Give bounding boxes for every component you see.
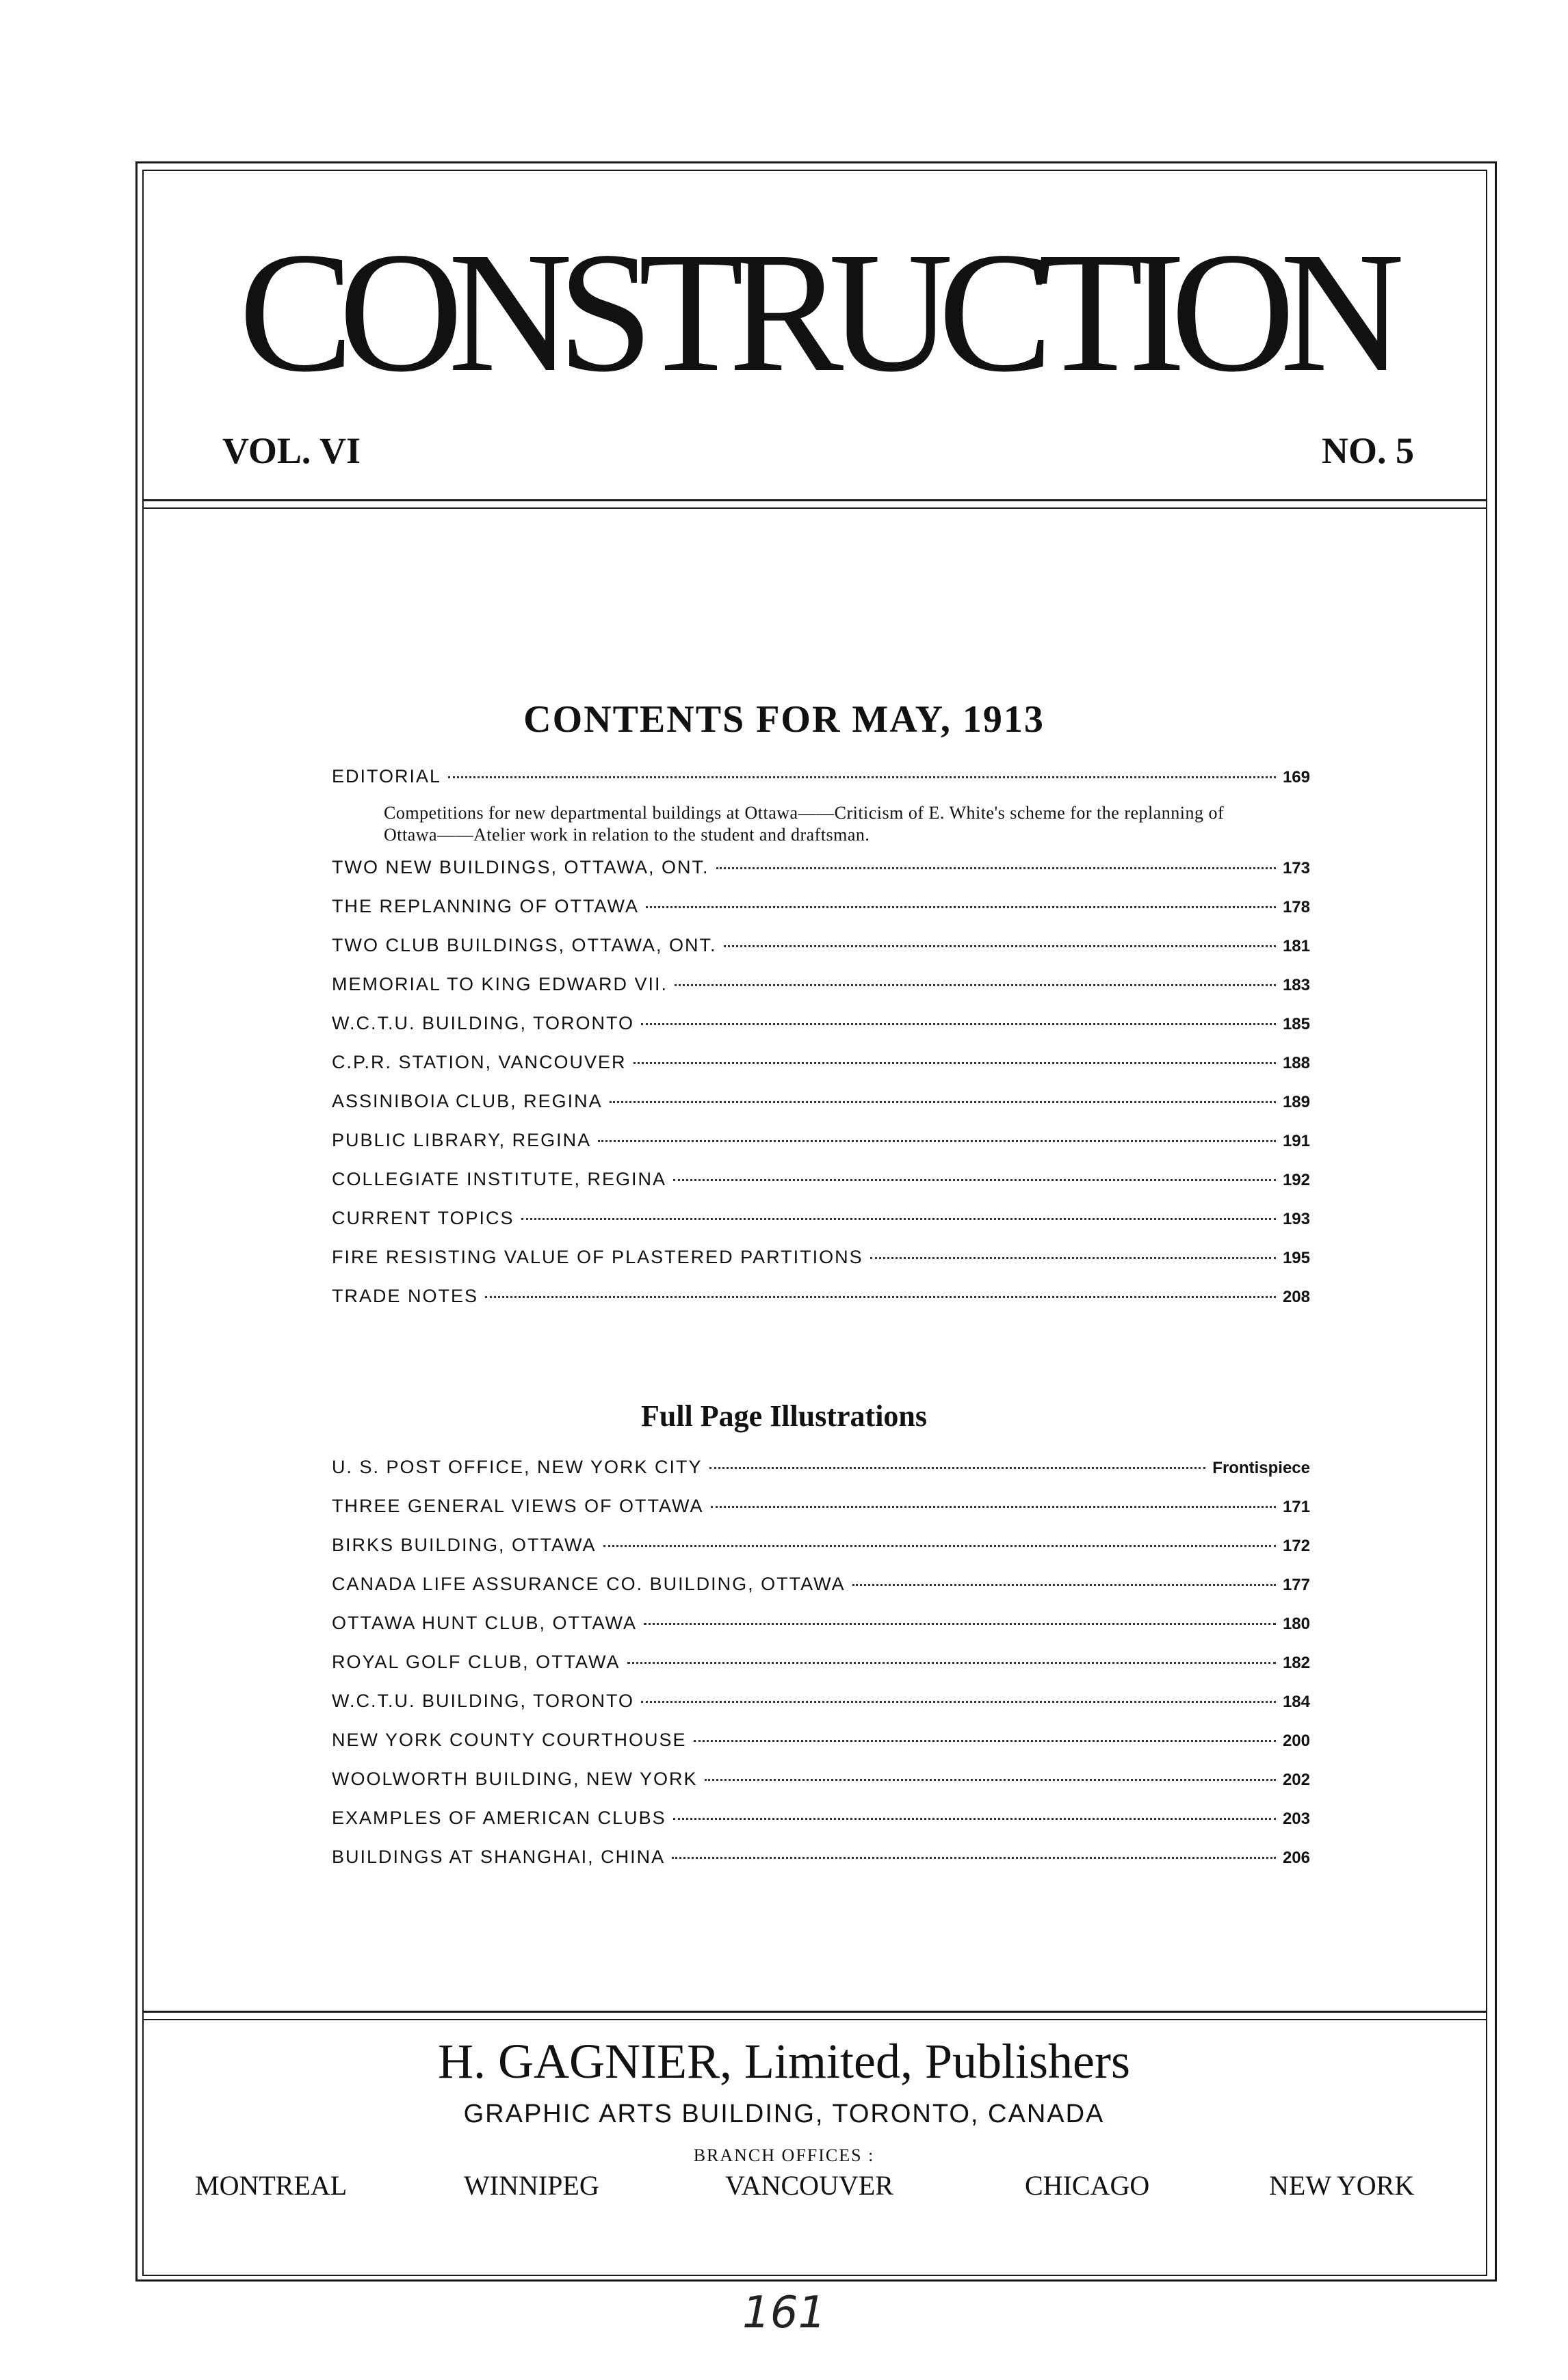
leader-dots — [641, 1700, 1276, 1703]
branch-offices-label: BRANCH OFFICES : — [693, 2145, 875, 2165]
leader-dots — [644, 1622, 1276, 1625]
handwritten-folio: 161 — [742, 2288, 826, 2338]
leader-dots — [852, 1583, 1276, 1586]
toc-label: NEW YORK COUNTY COURTHOUSE — [332, 1730, 687, 1750]
toc-label: EXAMPLES OF AMERICAN CLUBS — [332, 1808, 666, 1828]
toc-page: 172 — [1282, 1537, 1310, 1555]
leader-dots — [705, 1778, 1276, 1781]
contents-heading: CONTENTS FOR MAY, 1913 — [523, 698, 1045, 741]
toc-label: CANADA LIFE ASSURANCE CO. BUILDING, OTTAWA — [332, 1574, 846, 1594]
toc-page: 208 — [1282, 1288, 1310, 1306]
illustrations-heading: Full Page Illustrations — [640, 1399, 928, 1433]
toc-label: TWO NEW BUILDINGS, OTTAWA, ONT. — [332, 857, 709, 877]
toc-row[interactable] — [332, 1247, 1310, 1286]
toc-page: 206 — [1282, 1849, 1310, 1867]
toc-label: ROYAL GOLF CLUB, OTTAWA — [332, 1652, 620, 1672]
masthead-title: CONSTRUCTION — [238, 216, 1390, 408]
leader-dots — [646, 905, 1276, 908]
leader-dots — [521, 1217, 1276, 1220]
toc-label: THE REPLANNING OF OTTAWA — [332, 896, 640, 916]
toc-label: TWO CLUB BUILDINGS, OTTAWA, ONT. — [332, 935, 717, 955]
toc-page: 193 — [1282, 1210, 1310, 1228]
toc-label: U. S. POST OFFICE, NEW YORK CITY — [332, 1457, 703, 1477]
toc-row[interactable] — [332, 1130, 1310, 1169]
leader-dots — [598, 1139, 1276, 1142]
leader-dots — [870, 1256, 1276, 1259]
toc-row[interactable] — [332, 896, 1310, 935]
toc-label: BIRKS BUILDING, OTTAWA — [332, 1535, 597, 1555]
toc-label: COLLEGIATE INSTITUTE, REGINA — [332, 1169, 667, 1189]
toc-label: C.P.R. STATION, VANCOUVER — [332, 1052, 627, 1072]
toc-page: 191 — [1282, 1132, 1310, 1150]
toc-page: 203 — [1282, 1810, 1310, 1828]
issue-number: NO. 5 — [1322, 430, 1414, 471]
toc-row[interactable] — [332, 1091, 1310, 1130]
toc-page: 182 — [1282, 1654, 1310, 1672]
editorial-summary: Competitions for new departmental buildings at Ottawa——Criticism of E. White's scheme for the replanning of Ottawa——Atelier work in relation to the student and draftsman. — [384, 803, 1225, 845]
leader-dots — [448, 776, 1276, 778]
volume-label: VOL. VI — [222, 430, 361, 471]
toc-row[interactable] — [332, 1169, 1310, 1208]
leader-dots — [610, 1100, 1276, 1103]
toc-label: THREE GENERAL VIEWS OF OTTAWA — [332, 1496, 704, 1516]
leader-dots — [485, 1295, 1276, 1298]
toc-row[interactable] — [332, 1208, 1310, 1247]
toc-page: Frontispiece — [1212, 1459, 1310, 1477]
toc-page: 189 — [1282, 1093, 1310, 1111]
toc-page: 169 — [1282, 768, 1310, 786]
branch-city: CHICAGO — [1025, 2170, 1150, 2201]
leader-dots — [673, 1178, 1276, 1181]
toc-label: W.C.T.U. BUILDING, TORONTO — [332, 1013, 635, 1033]
toc-label: WOOLWORTH BUILDING, NEW YORK — [332, 1769, 698, 1789]
toc-label: EDITORIAL — [332, 766, 442, 786]
leader-dots — [672, 1856, 1276, 1859]
footer-divider — [142, 2011, 1487, 2013]
illustrations-list — [332, 1457, 1310, 1886]
toc-page: 171 — [1282, 1498, 1310, 1516]
leader-dots — [603, 1544, 1276, 1547]
toc-page: 180 — [1282, 1615, 1310, 1633]
toc-row[interactable] — [332, 1052, 1310, 1091]
toc-row[interactable] — [332, 1613, 1310, 1652]
masthead-divider-thin — [142, 507, 1487, 509]
toc-row[interactable] — [332, 935, 1310, 974]
toc-row[interactable] — [332, 1730, 1310, 1769]
toc-row[interactable] — [332, 1808, 1310, 1847]
toc-page: 181 — [1282, 937, 1310, 955]
toc-page: 177 — [1282, 1576, 1310, 1594]
toc-page: 184 — [1282, 1693, 1310, 1711]
toc-row[interactable] — [332, 1769, 1310, 1808]
toc-row[interactable] — [332, 1286, 1310, 1325]
toc-page: 173 — [1282, 859, 1310, 877]
leader-dots — [709, 1466, 1206, 1469]
toc-label: BUILDINGS AT SHANGHAI, CHINA — [332, 1847, 666, 1867]
toc-label: OTTAWA HUNT CLUB, OTTAWA — [332, 1613, 637, 1633]
leader-dots — [641, 1022, 1276, 1025]
contents-list — [332, 766, 1310, 1325]
toc-label: W.C.T.U. BUILDING, TORONTO — [332, 1691, 635, 1711]
branch-city: NEW YORK — [1269, 2170, 1415, 2201]
toc-row[interactable] — [332, 974, 1310, 1013]
toc-label: ASSINIBOIA CLUB, REGINA — [332, 1091, 603, 1111]
publisher-name: H. GAGNIER, Limited, Publishers — [438, 2034, 1130, 2089]
toc-row[interactable] — [332, 1013, 1310, 1052]
toc-page: 188 — [1282, 1054, 1310, 1072]
leader-dots — [724, 944, 1276, 947]
toc-page: 178 — [1282, 898, 1310, 916]
toc-row[interactable] — [332, 1496, 1310, 1535]
toc-row[interactable] — [332, 1574, 1310, 1613]
toc-row[interactable] — [332, 1652, 1310, 1691]
leader-dots — [711, 1505, 1276, 1508]
leader-dots — [675, 983, 1276, 986]
toc-page: 183 — [1282, 976, 1310, 994]
branch-city: VANCOUVER — [725, 2170, 893, 2201]
masthead-divider — [142, 499, 1487, 501]
toc-label: FIRE RESISTING VALUE OF PLASTERED PARTITIONS — [332, 1247, 863, 1267]
toc-page: 195 — [1282, 1249, 1310, 1267]
leader-dots — [716, 867, 1276, 869]
toc-row-editorial[interactable] — [332, 766, 1310, 805]
toc-label: CURRENT TOPICS — [332, 1208, 514, 1228]
toc-page: 202 — [1282, 1771, 1310, 1789]
publisher-address: GRAPHIC ARTS BUILDING, TORONTO, CANADA — [463, 2100, 1105, 2128]
leader-dots — [633, 1061, 1276, 1064]
toc-row[interactable] — [332, 1691, 1310, 1730]
toc-label: TRADE NOTES — [332, 1286, 479, 1306]
toc-row[interactable] — [332, 1457, 1310, 1496]
toc-row[interactable] — [332, 1847, 1310, 1886]
branch-city: MONTREAL — [195, 2170, 348, 2201]
leader-dots — [627, 1661, 1276, 1664]
toc-label: PUBLIC LIBRARY, REGINA — [332, 1130, 592, 1150]
toc-page: 192 — [1282, 1171, 1310, 1189]
toc-row[interactable] — [332, 857, 1310, 896]
leader-dots — [694, 1739, 1276, 1742]
toc-page: 185 — [1282, 1015, 1310, 1033]
branch-city: WINNIPEG — [464, 2170, 599, 2201]
toc-row[interactable] — [332, 1535, 1310, 1574]
toc-page: 200 — [1282, 1732, 1310, 1750]
footer-divider-thin — [142, 2019, 1487, 2020]
toc-label: MEMORIAL TO KING EDWARD VII. — [332, 974, 668, 994]
leader-dots — [673, 1817, 1276, 1820]
